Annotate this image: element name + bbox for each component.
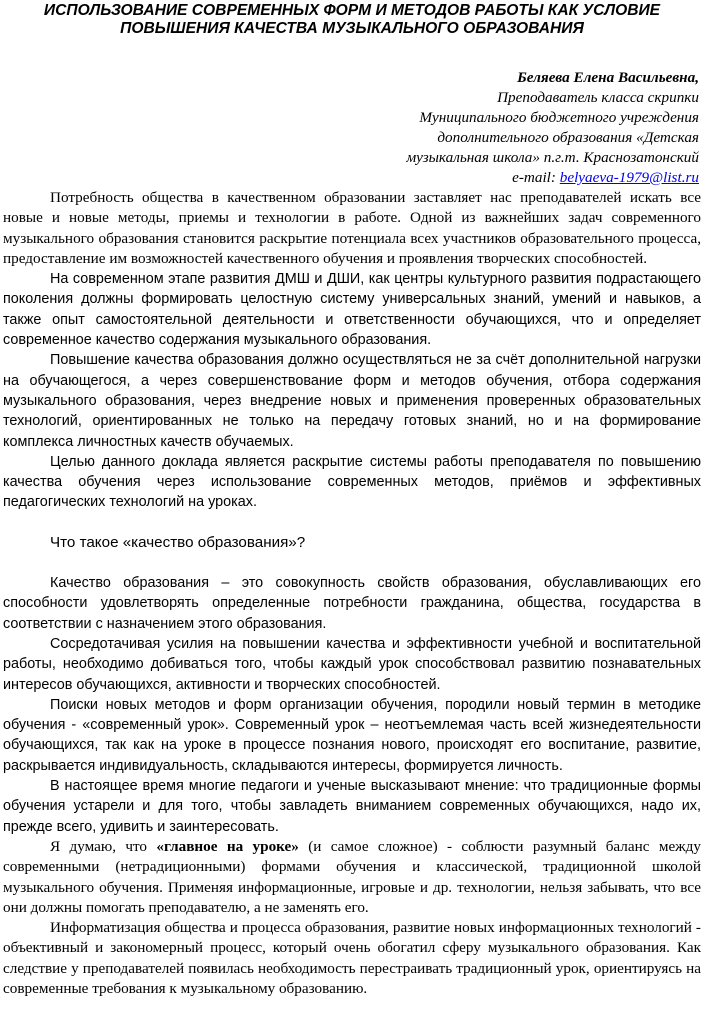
author-institution-cont: дополнительного образования «Детская (437, 129, 699, 146)
paragraph-1: Потребность общества в качественном образовании заставляет нас преподавателей искать все новые и новые методы, приемы и технологии в работе. Одной из важнейших задач современного музыкального образования становится раскрытие потенциала всех участников образовательного процесса, предоставление им возможностей качественного обучения и проявления творческих способностей. (3, 189, 701, 267)
author-name: Беляева Елена Васильевна, (517, 69, 699, 86)
paragraph-9-emphasis: «главное на уроке» (156, 837, 299, 855)
author-email-line (3, 168, 699, 188)
paragraph-10: Информатизация общества и процесса образования, развитие новых информационных технологий - объективный и закономерный процесс, который очень обогатил сферу музыкального образования. Как следствие у преподавателей появилась необходимость перестраивать традиционный урок, ориентируясь на современные требования к музыкальному образованию. (3, 919, 701, 997)
paragraph-8: В настоящее время многие педагоги и ученые высказывают мнение: что традиционные формы обучения устарели и для того, чтобы завладеть вниманием современных обучающихся, надо их, прежде всего, удивить и заинтересовать. (3, 778, 701, 835)
author-location: музыкальная школа» п.г.т. Краснозатонский (406, 149, 699, 166)
email-link[interactable]: belyaeva-1979@list.ru (559, 169, 699, 186)
email-label: e-mail: (512, 169, 560, 186)
paragraph-6: Сосредотачивая усилия на повышении качества и эффективности учебной и воспитательной работы, необходимо добиваться того, чтобы каждый урок способствовал развитию познавательных интересов обучающихся, активности и творческих способностей. (3, 635, 701, 693)
paragraph-2: На современном этапе развития ДМШ и ДШИ, как центры культурного развития подрастающего поколения должны формировать целостную систему универсальных знаний, умений и навыков, а также опыт самостоятельной деятельности и ответственности обучающихся, что и определяет современное качество содержания музыкального образования. (3, 271, 701, 349)
document-title: ИСПОЛЬЗОВАНИЕ СОВРЕМЕННЫХ ФОРМ И МЕТОДОВ РАБОТЫ КАК УСЛОВИЕ ПОВЫШЕНИЯ КАЧЕСТВА МУЗЫКАЛЬНОГО ОБРАЗОВАНИЯ (43, 2, 661, 37)
paragraph-5: Качество образования – это совокупность свойств образования, обуславливающих его способности удовлетворять определенные потребности гражданина, общества, государства в соответствии с назначением этого образования. (3, 575, 701, 632)
paragraph-4: Целью данного доклада является раскрытие системы работы преподавателя по повышению качества обучения через использование современных методов, приёмов и эффективных педагогических технологий на уроках. (3, 453, 701, 511)
section-question: Что такое «качество образования»? (50, 533, 306, 551)
paragraph-7: Поиски новых методов и форм организации обучения, породили новый термин в методике обучения - «современный урок». Современный урок – неотъемлемая часть всей жизнедеятельности обучающихся, так как на уроке в процессе познания нового, происходят его воспитание, развитие, раскрывается индивидуальность, складываются интересы, формируется личность. (3, 696, 701, 774)
author-block (3, 68, 701, 188)
author-position: Преподаватель класса скрипки (497, 89, 699, 106)
paragraph-9-start: Я думаю, что (50, 837, 157, 855)
author-institution: Муниципального бюджетного учреждения (419, 109, 699, 126)
paragraph-3: Повышение качества образования должно осуществляться не за счёт дополнительной нагрузки на обучающегося, а через совершенствование форм и методов обучения, отбора содержания музыкального образования, через внедрение новых и применения проверенных образовательных технологий, ориентированных не только на передачу готовых знаний, но и на формирование комплекса личностных качеств обучаемых. (3, 352, 701, 450)
paragraph-9-rest: (и самое сложное) - соблюсти разумный баланс между современными (нетрадиционными) формами обучения и классической, традиционной школой музыкального обучения. Применяя информационные, игровые и др. технологии, нельзя забывать, что все они должны помогать преподавателю, а не заменять его. (3, 837, 701, 916)
paragraph-9 (3, 837, 701, 918)
